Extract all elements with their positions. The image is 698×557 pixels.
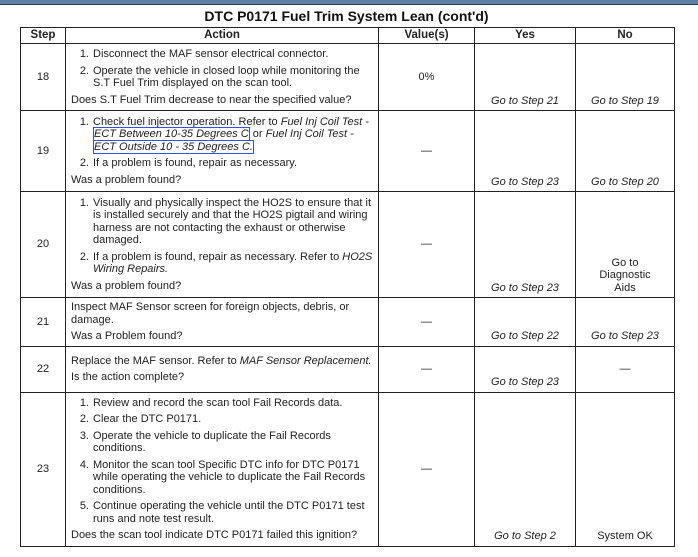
action-question: Was a problem found? bbox=[71, 279, 182, 292]
action-item: Disconnect the MAF sensor electrical connector. bbox=[93, 48, 329, 60]
reference-text: MAF Sensor Replacement. bbox=[239, 354, 372, 367]
header-values: Value(s) bbox=[379, 28, 475, 44]
action-item bbox=[93, 116, 374, 154]
action-item bbox=[93, 251, 374, 276]
action-cell: 1. Disconnect the MAF sensor electrical connector. 2. Operate the vehicle in closed loop while monitoring the S.T Fuel Trim displayed on the scan tool. Does S.T Fuel Trim decrease to near the specified value? bbox=[66, 44, 379, 111]
action-item: Continue operating the vehicle until the DTC P0171 test runs and note test result. bbox=[93, 500, 365, 525]
yes-cell: Go to Step 2 bbox=[475, 392, 576, 546]
no-cell: Go to Step 19 bbox=[576, 44, 675, 111]
item-text: Check fuel injector operation. Refer to bbox=[93, 115, 281, 128]
step-number: 20 bbox=[21, 192, 66, 298]
action-question: Was a Problem found? bbox=[71, 330, 183, 342]
header-yes: Yes bbox=[475, 28, 576, 44]
item-text: Replace the MAF sensor. Refer to bbox=[71, 354, 240, 367]
diagnostic-table bbox=[20, 27, 675, 547]
action-cell bbox=[66, 346, 379, 392]
action-cell: 1. Review and record the scan tool Fail Records data. 2. Clear the DTC P0171. 3. Operate the vehicle to duplicate the Fail Records conditions. 4. Monitor the scan tool Specific DTC info for DTC P0171 while operating the vehicle to duplicate the Fail Records conditions. 5. Continue operating the vehicle until the DTC P0171 test runs and note test result. Does the scan tool indicate DTC P0171 failed this ignition? bbox=[66, 392, 379, 546]
action-question: Was a problem found? bbox=[71, 173, 182, 186]
item-text: or bbox=[249, 128, 266, 141]
yes-cell: Go to Step 23 bbox=[475, 111, 576, 192]
value-cell: — bbox=[379, 192, 475, 298]
value-cell: — bbox=[379, 298, 475, 347]
action-item: Monitor the scan tool Specific DTC info for DTC P0171 while operating the vehicle to duplicate the Fail Records conditions. bbox=[93, 458, 366, 496]
table-row bbox=[21, 44, 675, 111]
action-item: If a problem is found, repair as necessary. bbox=[93, 157, 298, 170]
action-cell: 1. Check fuel injector operation. Refer to Fuel Inj Coil Test - ECT Between 10-35 Degrees C or Fuel Inj Coil Test - ECT Outside 10 - 35 Degrees C. 2. If a problem is found, repair as necessary. Was a problem found? bbox=[66, 111, 379, 192]
header-step: Step bbox=[21, 28, 66, 44]
no-cell: Go to Diagnostic Aids bbox=[576, 192, 675, 298]
table-row bbox=[21, 392, 675, 546]
yes-cell: Go to Step 23 bbox=[475, 192, 576, 298]
link-ect-outside[interactable]: ECT Outside 10 - 35 Degrees C. bbox=[94, 140, 253, 153]
header-action: Action bbox=[66, 28, 379, 44]
action-question: Does the scan tool indicate DTC P0171 failed this ignition? bbox=[71, 529, 358, 541]
action-item: Visually and physically inspect the HO2S to ensure that it is installed securely and that the HO2S pigtail and wiring harness are not contacting the exhaust or otherwise damaged. bbox=[93, 196, 372, 247]
yes-cell: Go to Step 21 bbox=[475, 44, 576, 111]
header-no: No bbox=[576, 28, 675, 44]
action-text: Inspect MAF Sensor screen for foreign objects, debris, or damage. bbox=[71, 301, 350, 326]
reference-text: Fuel Inj Coil Test - bbox=[265, 128, 354, 141]
reference-text: HO2S Wiring Repairs. bbox=[93, 250, 373, 276]
table-row bbox=[21, 111, 675, 192]
step-number: 19 bbox=[21, 111, 66, 192]
action-cell: 1. Visually and physically inspect the HO2S to ensure that it is installed securely and that the HO2S pigtail and wiring harness are not contacting the exhaust or otherwise damaged. 2. If a problem is found, repair as necessary. Refer to HO2S Wiring Repairs. Was a problem found? bbox=[66, 192, 379, 298]
action-item: Operate the vehicle in closed loop while monitoring the S.T Fuel Trim displayed on the scan tool. bbox=[93, 64, 360, 89]
step-number: 23 bbox=[21, 392, 66, 546]
action-item: Clear the DTC P0171. bbox=[93, 413, 202, 425]
no-cell: Go to Step 23 bbox=[576, 298, 675, 347]
value-cell: 0% bbox=[379, 44, 475, 111]
yes-cell: Go to Step 22 bbox=[475, 298, 576, 347]
step-number: 18 bbox=[21, 44, 66, 111]
action-cell bbox=[66, 298, 379, 347]
value-cell: — bbox=[379, 346, 475, 392]
link-ect-between[interactable]: ECT Between 10-35 Degrees C bbox=[94, 128, 249, 141]
value-cell: — bbox=[379, 111, 475, 192]
step-number: 21 bbox=[21, 298, 66, 347]
no-cell: Go to Step 20 bbox=[576, 111, 675, 192]
value-cell: — bbox=[379, 392, 475, 546]
reference-text: Fuel Inj Coil Test - bbox=[280, 115, 369, 128]
page-title: DTC P0171 Fuel Trim System Lean (cont'd) bbox=[204, 8, 489, 24]
action-question: Does S.T Fuel Trim decrease to near the specified value? bbox=[71, 93, 352, 106]
yes-cell: Go to Step 23 bbox=[475, 346, 576, 392]
action-item: Review and record the scan tool Fail Records data. bbox=[93, 396, 343, 409]
action-text bbox=[71, 355, 374, 368]
item-text: If a problem is found, repair as necessary. Refer to bbox=[93, 250, 343, 263]
window-top-bar bbox=[0, 0, 698, 5]
step-number: 22 bbox=[21, 346, 66, 392]
table-row bbox=[21, 298, 675, 347]
table-row bbox=[21, 192, 675, 298]
action-question: Is the action complete? bbox=[71, 371, 185, 383]
no-cell: — bbox=[576, 346, 675, 392]
action-item: Operate the vehicle to duplicate the Fail Records conditions. bbox=[93, 429, 331, 454]
no-cell: System OK bbox=[576, 392, 675, 546]
table-header bbox=[21, 28, 675, 44]
table-row bbox=[21, 346, 675, 392]
